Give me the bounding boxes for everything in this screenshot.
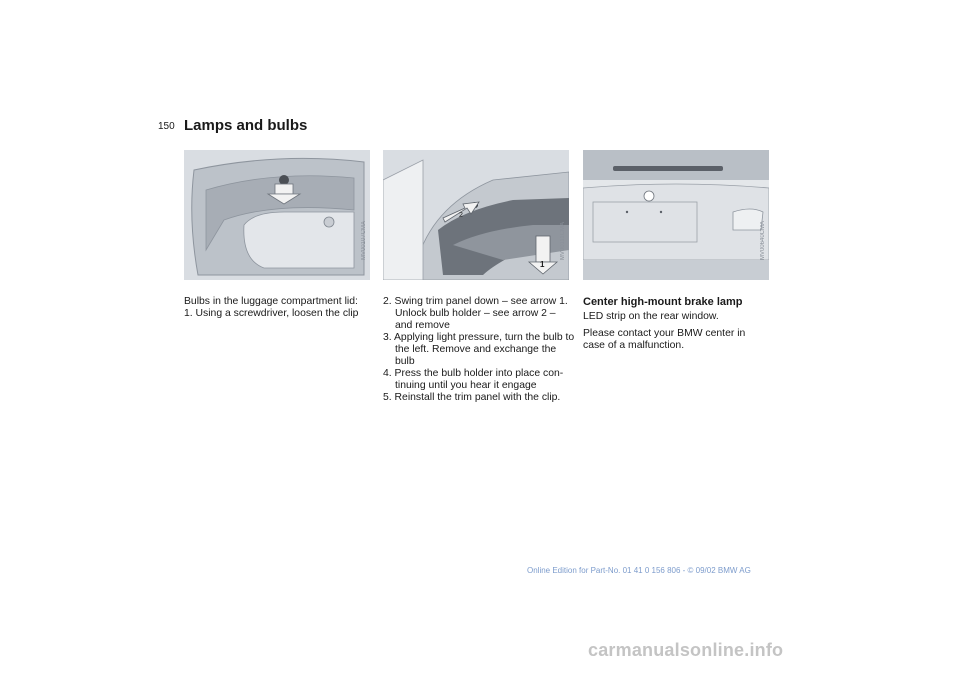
figure-trim-panel [383,150,569,280]
footer-edition: Online Edition for Part-No. 01 41 0 156 806 - © 09/02 BMW AG [527,566,751,575]
figure-trunk-lid-interior [184,150,370,280]
figure-code: MV00640CMA [760,220,766,260]
trunk-lid-illustration [184,150,370,280]
steps-list-2 [383,296,575,404]
step-item: 4. Press the bulb holder into place con-tinuing until you hear it engage [383,368,564,391]
page-number: 150 [158,121,175,132]
step-item: 2. Swing trim panel down – see arrow 1. Unlock bulb holder – see arrow 2 – and remove [383,296,568,331]
figure-code: MV00107CMA [361,220,367,260]
column-3 [583,296,769,357]
bmw-logo-icon [644,191,654,201]
column-2 [383,296,575,404]
intro-text: Bulbs in the luggage compartment lid: [184,296,358,307]
section-heading: Center high-mount brake lamp [583,296,743,308]
figure-rear-brake-lamp [583,150,769,280]
column-1 [184,296,374,320]
steps-list-1 [184,308,374,320]
arrow-1-label: 1 [540,260,545,269]
trim-panel-illustration [383,150,569,280]
page-title: Lamps and bulbs [184,117,308,134]
rear-car-illustration [583,150,769,280]
figure-code: MV00111CMA [560,221,566,260]
paragraph: LED strip on the rear window. [583,311,719,322]
brake-lamp-strip [613,166,723,171]
step-item: 5. Reinstall the trim panel with the clip. [383,392,561,403]
watermark: carmanualsonline.info [588,640,784,660]
step-item: 1. Using a screwdriver, loosen the clip [184,308,359,319]
arrow-2-label: 2 [459,212,463,219]
paragraph: Please contact your BMW center in case of a malfunction. [583,328,746,351]
step-item: 3. Applying light pressure, turn the bulb to the left. Remove and exchange the bulb [383,332,575,367]
